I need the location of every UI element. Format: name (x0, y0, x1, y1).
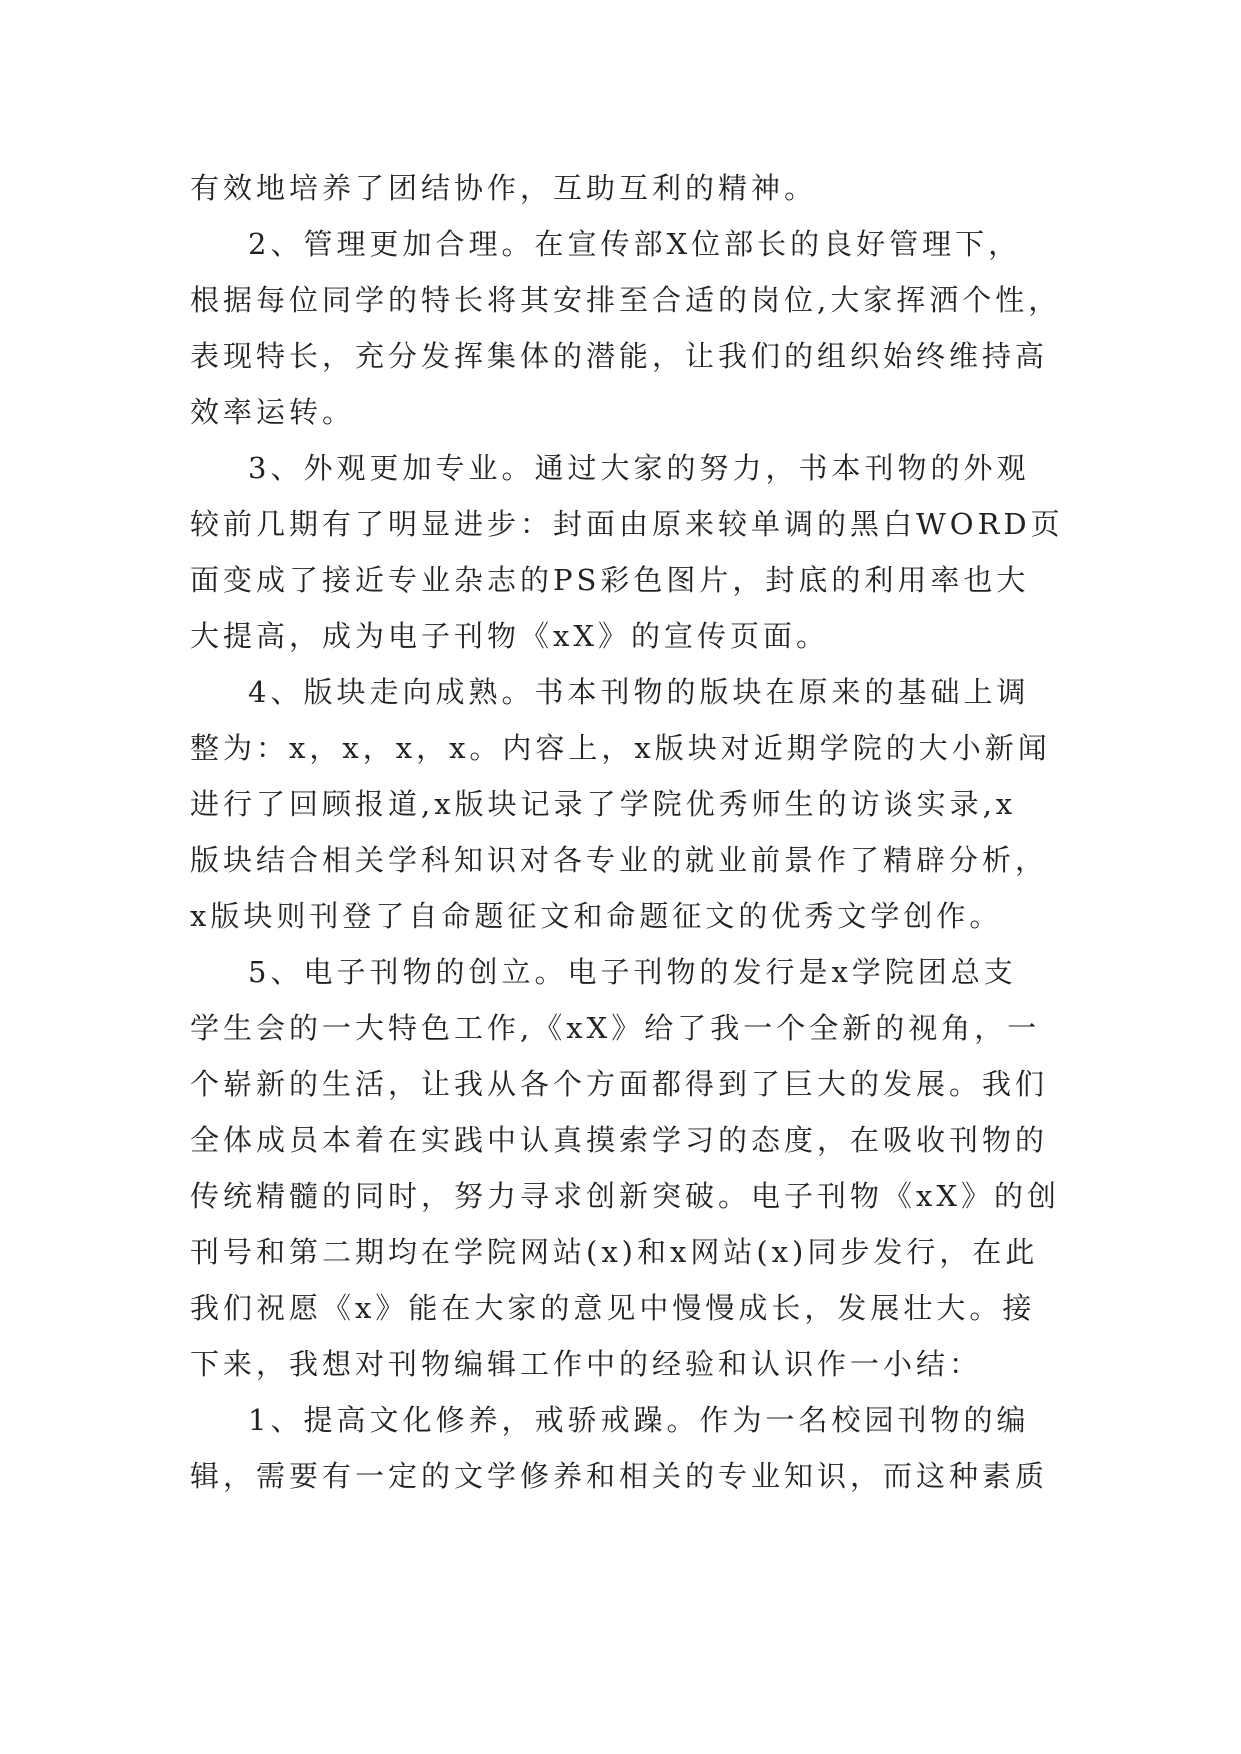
text-line: 根据每位同学的特长将其安排至合适的岗位,大家挥洒个性， (190, 283, 1062, 317)
paragraph-start-line: 5、电子刊物的创立。电子刊物的发行是x学院团总支 (248, 955, 1017, 989)
text-line: 传统精髓的同时，努力寻求创新突破。电子刊物《xX》的创 (190, 1179, 1061, 1213)
text-line: 全体成员本着在实践中认真摸索学习的态度，在吸收刊物的 (190, 1123, 1049, 1157)
text-line: 面变成了接近专业杂志的PS彩色图片，封底的利用率也大 (190, 563, 1030, 597)
paragraph-start-line: 2、管理更加合理。在宣传部X位部长的良好管理下， (248, 227, 1022, 261)
text-line: 学生会的一大特色工作,《xX》给了我一个全新的视角，一 (190, 1011, 1041, 1045)
text-line: x版块则刊登了自命题征文和命题征文的优秀文学创作。 (190, 899, 1003, 933)
text-line: 进行了回顾报道,x版块记录了学院优秀师生的访谈实录,x (190, 787, 1017, 821)
text-line: 大提高，成为电子刊物《xX》的宣传页面。 (190, 619, 830, 653)
text-line: 表现特长，充分发挥集体的潜能，让我们的组织始终维持高 (190, 339, 1049, 373)
text-line: 我们祝愿《x》能在大家的意见中慢慢成长，发展壮大。接 (190, 1291, 1036, 1325)
paragraph-start-line: 4、版块走向成熟。书本刊物的版块在原来的基础上调 (248, 675, 1030, 709)
text-line: 有效地培养了团结协作，互助互利的精神。 (190, 171, 818, 205)
text-line: 下来，我想对刊物编辑工作中的经验和认识作一小结： (190, 1347, 983, 1381)
text-line: 效率运转。 (190, 395, 356, 429)
paragraph-start-line: 3、外观更加专业。通过大家的努力，书本刊物的外观 (248, 451, 1030, 485)
text-line: 版块结合相关学科知识对各专业的就业前景作了精辟分析， (190, 843, 1049, 877)
text-line: 个崭新的生活，让我从各个方面都得到了巨大的发展。我们 (190, 1067, 1049, 1101)
text-line: 刊号和第二期均在学院网站(x)和x网站(x)同步发行，在此 (190, 1235, 1039, 1269)
paragraph-start-line: 1、提高文化修养，戒骄戒躁。作为一名校园刊物的编 (248, 1403, 1030, 1437)
text-line: 辑，需要有一定的文学修养和相关的专业知识，而这种素质 (190, 1459, 1049, 1493)
text-line: 较前几期有了明显进步：封面由原来较单调的黑白WORD页 (190, 507, 1064, 541)
document-body (190, 160, 1090, 1504)
text-line: 整为：x，x，x，x。内容上，x版块对近期学院的大小新闻 (190, 731, 1051, 765)
